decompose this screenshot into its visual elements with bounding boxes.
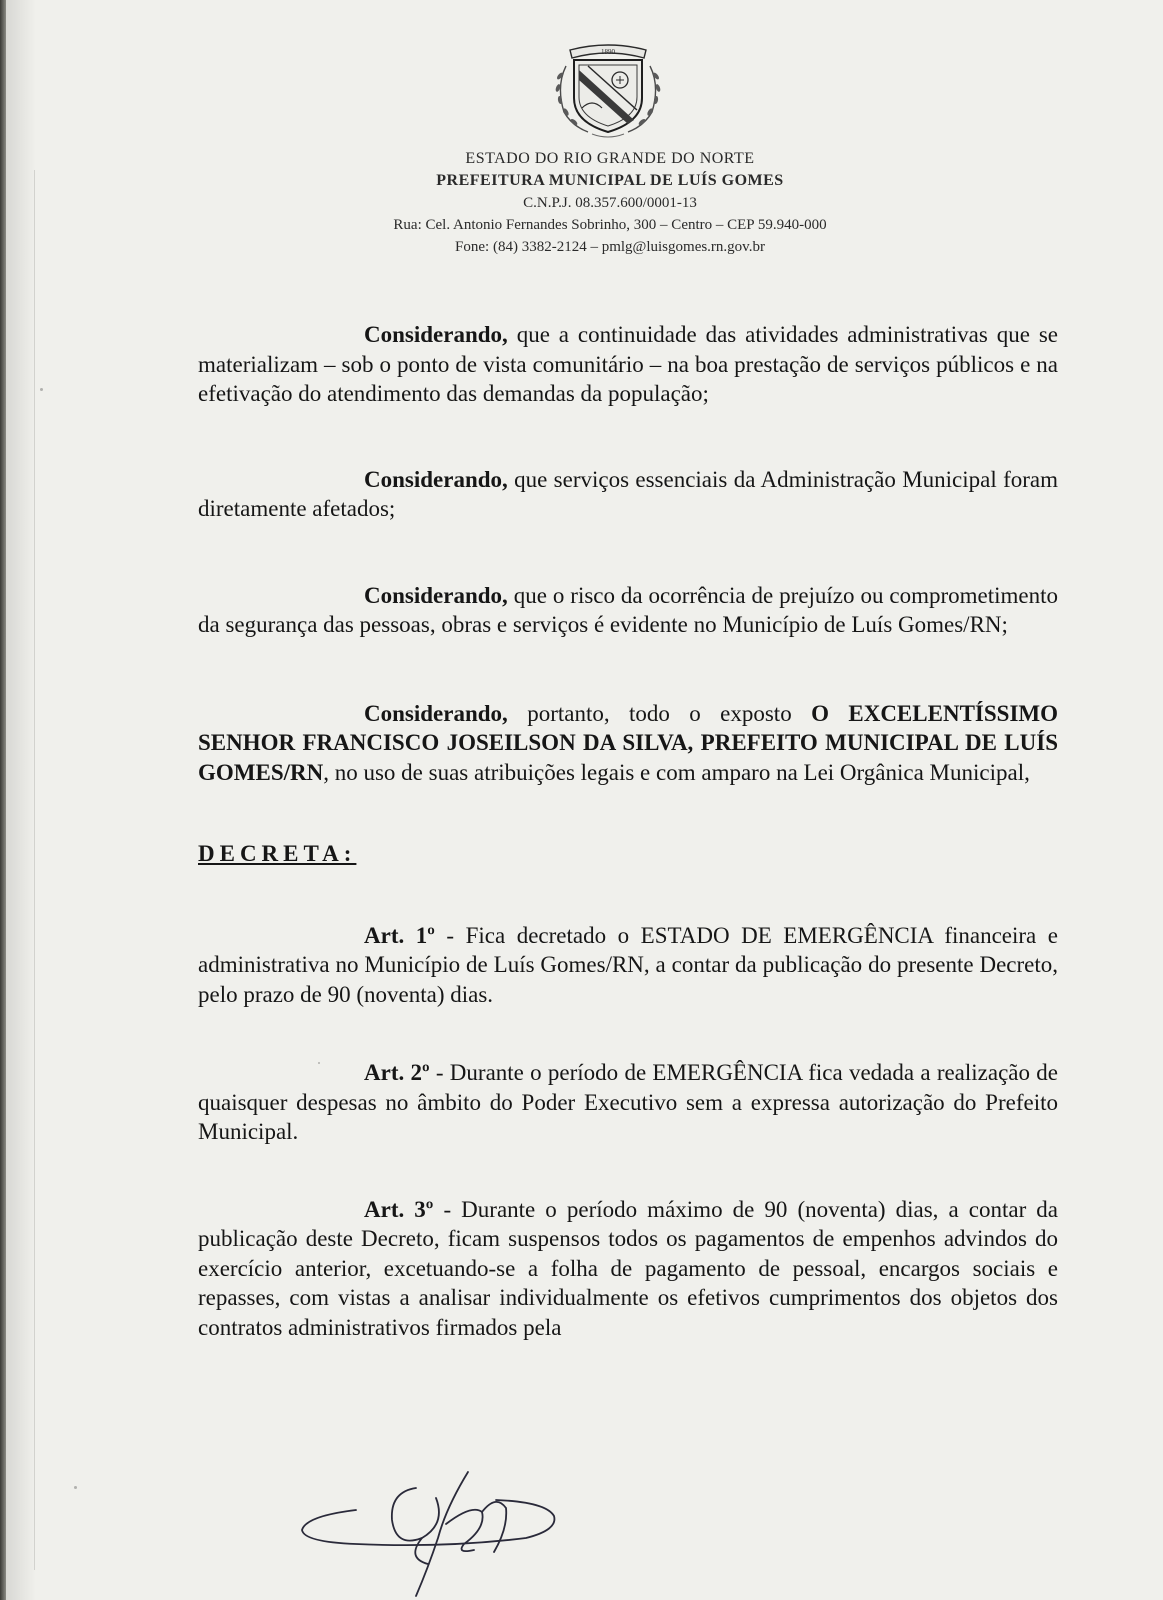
cnpj: C.N.P.J. 08.357.600/0001-13: [523, 195, 697, 211]
scan-speck: [318, 1062, 320, 1064]
municipal-crest-icon: [548, 36, 668, 142]
considerando-lead: Considerando,: [364, 700, 508, 726]
decreta-heading: DECRETA:: [198, 841, 357, 866]
considerando-paragraph: [198, 581, 1058, 640]
considerando-lead: Considerando,: [364, 466, 508, 492]
address: Rua: Cel. Antonio Fernandes Sobrinho, 300 – Centro – CEP 59.940-000: [393, 217, 827, 233]
contact-info: Fone: (84) 3382-2124 – pmlg@luisgomes.rn.gov.br: [455, 239, 765, 255]
svg-text:1890: 1890: [601, 48, 615, 56]
prefeitura-name: PREFEITURA MUNICIPAL DE LUÍS GOMES: [436, 172, 784, 189]
article-text: - Fica decretado o ESTADO DE EMERGÊNCIA financeira e administrativa no Município de Luís Gomes/RN, a contar da publicação do presente Decreto, pelo prazo de 90 (noventa) dias.: [198, 922, 1058, 1007]
decree-body: [198, 320, 1058, 1342]
state-name: ESTADO DO RIO GRANDE DO NORTE: [465, 150, 755, 167]
article-text: - Durante o período máximo de 90 (noventa) dias, a contar da publicação deste Decreto, ficam suspensos todos os pagamentos de empenhos advindos do exercício anterior, excetuando-se a folha de pagamento de pessoal, encargos sociais e repasses, com vistas a analisar individualmente os efetivos cumprimentos dos objetos dos contratos administrativos firmados pela: [198, 1196, 1059, 1340]
scan-speck: [74, 1486, 77, 1489]
scan-speck: [40, 388, 43, 391]
article-paragraph: [198, 1195, 1058, 1343]
article-label: Art. 1º: [364, 922, 435, 948]
paper-fold-line: [34, 170, 35, 1570]
mayor-designation: O EXCELENTÍSSIMO SENHOR FRANCISCO JOSEILSON DA SILVA, PREFEITO MUNICIPAL DE LUÍS GOMES/RN: [198, 700, 1058, 785]
considerando-lead: Considerando,: [364, 322, 508, 347]
letterhead: [300, 148, 920, 258]
considerando-text: que o risco da ocorrência de prejuízo ou comprometimento da segurança das pessoas, obras e serviços é evidente no Município de Luís Gomes/RN;: [198, 582, 1058, 637]
considerando-text: portanto, todo o exposto: [507, 700, 812, 726]
article-paragraph: [198, 1058, 1058, 1147]
signature-icon: [296, 1468, 576, 1600]
considerando-text: que a continuidade das atividades administrativas que se materializam – sob o ponto de vista comunitário – na boa prestação de serviços públicos e na efetivação do atendimento das demandas da população;: [198, 322, 1058, 406]
article-text: - Durante o período de EMERGÊNCIA fica vedada a realização de quaisquer despesas no âmbito do Poder Executivo sem a expressa autorização do Prefeito Municipal.: [198, 1060, 1058, 1144]
article-label: Art. 3º: [364, 1196, 434, 1222]
considerando-text: que serviços essenciais da Administração Municipal foram diretamente afetados;: [198, 466, 1058, 521]
considerando-paragraph: [198, 320, 1058, 409]
scan-shadow: [6, 0, 36, 1600]
considerando-paragraph: [198, 465, 1058, 524]
article-paragraph: [198, 921, 1058, 1010]
considerando-lead: Considerando,: [364, 582, 508, 608]
final-considerando-paragraph: [198, 699, 1058, 788]
considerando-text: , no uso de suas atribuições legais e com amparo na Lei Orgânica Municipal,: [323, 759, 1030, 785]
article-label: Art. 2º: [364, 1060, 430, 1085]
